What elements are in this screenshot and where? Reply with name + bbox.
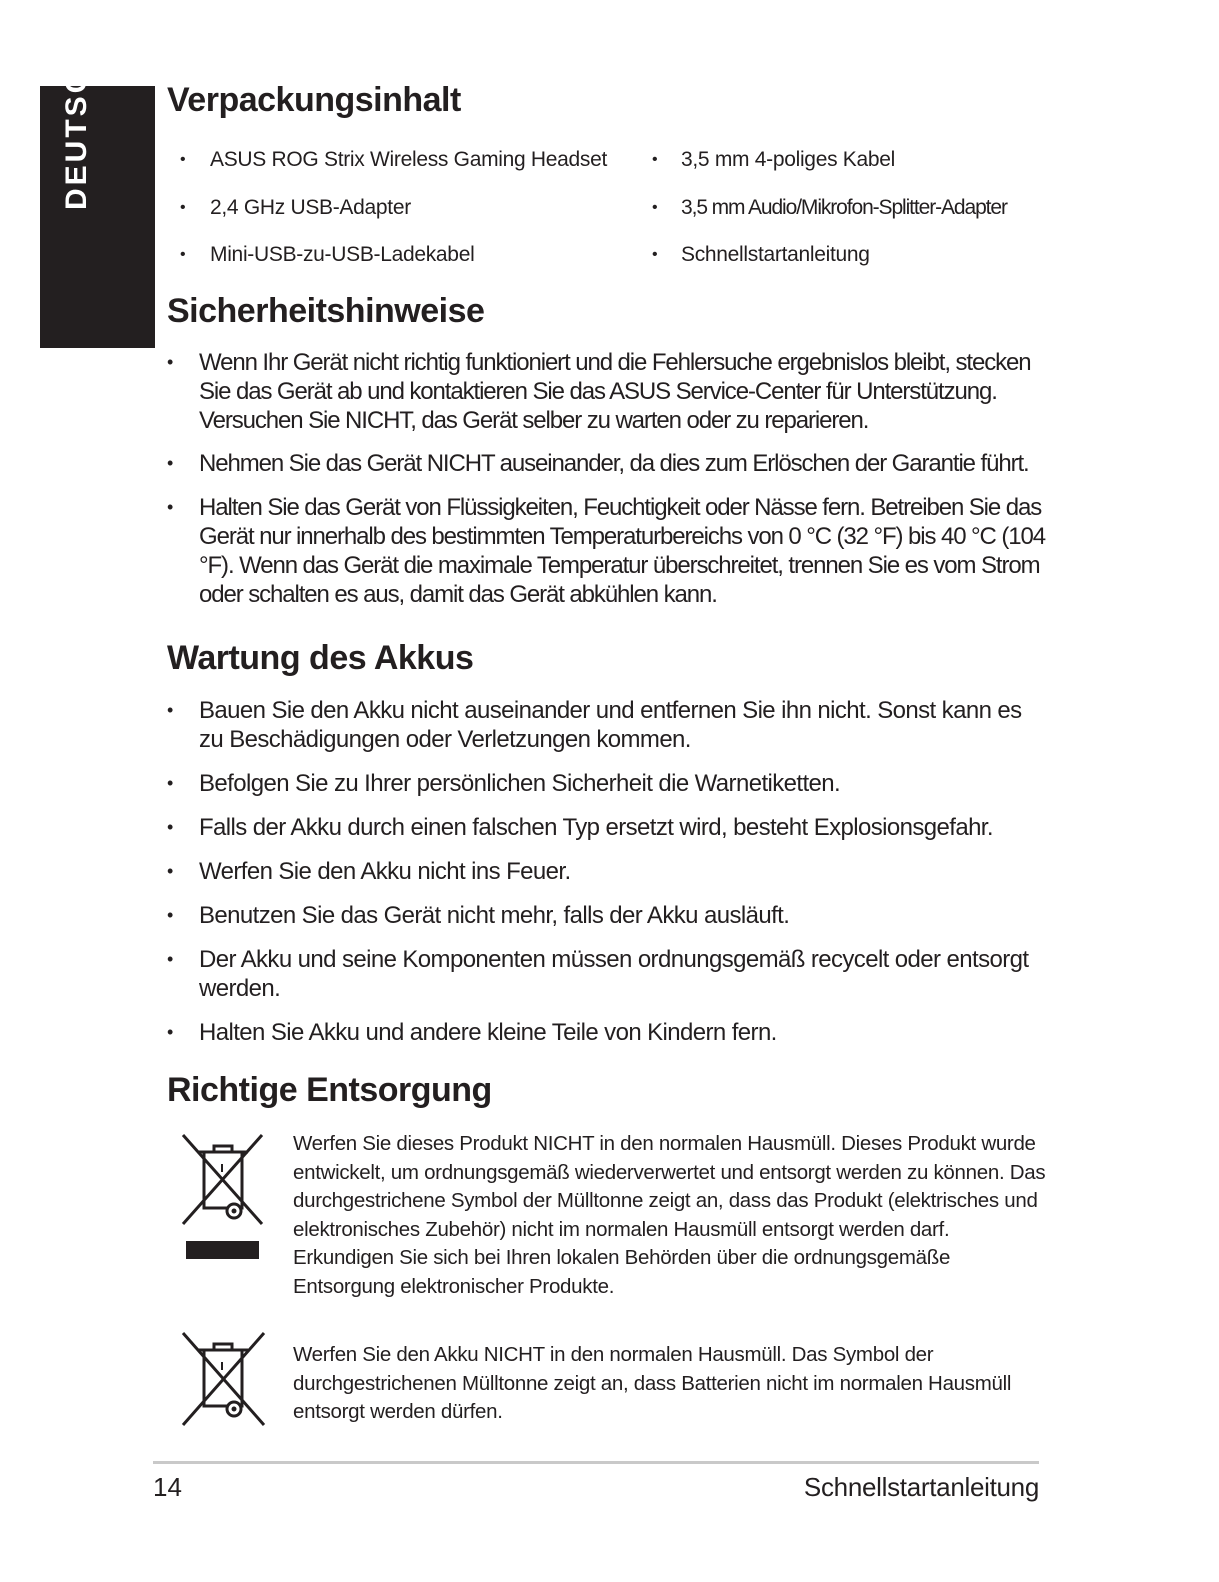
- contents-heading: Verpackungsinhalt: [167, 81, 461, 119]
- list-item: • Falls der Akku durch einen falschen Typ ersetzt wird, besteht Explosionsgefahr.: [167, 814, 993, 841]
- list-item: • Halten Sie das Gerät von Flüssigkeiten, Feuchtigkeit oder Nässe fern. Betreiben Sie das Gerät nur innerhalb des bestimmten Temperaturbereichs von 0 °C (32 °F) bis 40 °C (104 °F). Wenn das Gerät die maximale Temperatur überschreitet, trennen Sie es vom Strom oder schalten es aus, damit das Gerät abkühlen kann.: [167, 494, 1045, 608]
- crossed-bin-battery-icon: [180, 1330, 266, 1428]
- footer-divider: [153, 1461, 1039, 1464]
- list-item: • Bauen Sie den Akku nicht auseinander und entfernen Sie ihn nicht. Sonst kann es zu Beschädigungen oder Verletzungen kommen.: [167, 697, 1022, 753]
- contents-item: Schnellstartanleitung: [681, 243, 870, 266]
- list-item: • Nehmen Sie das Gerät NICHT auseinander, da dies zum Erlöschen der Garantie führt.: [167, 450, 1029, 477]
- battery-list: [167, 696, 1047, 1047]
- contents-item: 2,4 GHz USB-Adapter: [210, 196, 411, 219]
- list-item: • Benutzen Sie das Gerät nicht mehr, falls der Akku ausläuft.: [167, 902, 790, 929]
- list-item: • Befolgen Sie zu Ihrer persönlichen Sicherheit die Warnetiketten.: [167, 770, 841, 797]
- list-item: • Werfen Sie den Akku nicht ins Feuer.: [167, 858, 571, 885]
- contents-item: 3,5 mm Audio/Mikrofon-Splitter-Adapter: [681, 196, 1007, 219]
- battery-heading: Wartung des Akkus: [167, 639, 474, 677]
- language-tab-label: DEUTSCH: [60, 44, 93, 211]
- safety-list: [167, 348, 1047, 609]
- contents-item: ASUS ROG Strix Wireless Gaming Headset: [210, 148, 608, 171]
- crossed-bin-weee-icon: [180, 1132, 266, 1262]
- list-item: • Wenn Ihr Gerät nicht richtig funktioniert und die Fehlersuche ergebnislos bleibt, stecken Sie das Gerät ab und kontaktieren Sie das ASUS Service-Center für Unterstützung. Versuchen Sie NICHT, das Gerät selber zu warten oder zu reparieren.: [167, 349, 1031, 434]
- page-number: 14: [153, 1472, 182, 1502]
- disposal-heading: Richtige Entsorgung: [167, 1071, 492, 1109]
- battery-disposal-text: Werfen Sie den Akku NICHT in den normalen Hausmüll. Das Symbol der durchgestrichenen Mülltonne zeigt an, dass Batterien nicht im normalen Hausmüll entsorgt werden dürfen.: [293, 1343, 1012, 1423]
- footer-guide-title: Schnellstartanleitung: [803, 1472, 1039, 1502]
- safety-heading: Sicherheitshinweise: [167, 292, 485, 330]
- contents-item: 3,5 mm 4-poliges Kabel: [681, 148, 896, 171]
- list-item: • Halten Sie Akku und andere kleine Teile von Kindern fern.: [167, 1019, 777, 1046]
- contents-item: Mini-USB-zu-USB-Ladekabel: [210, 243, 475, 266]
- product-disposal-text: Werfen Sie dieses Produkt NICHT in den normalen Hausmüll. Dieses Produkt wurde entwickelt, um ordnungsgemäß wiederverwertet und entsorgt werden zu können. Das durchgestrichene Symbol der Mülltonne zeigt an, dass das Produkt (elektrisches und elektronisches Zubehör) nicht im normalen Hausmüll entsorgt werden darf. Erkundigen Sie sich bei Ihren lokalen Behörden über die ordnungsgemäße Entsorgung elektronischer Produkte.: [293, 1132, 1046, 1298]
- list-item: • Der Akku und seine Komponenten müssen ordnungsgemäß recycelt oder entsorgt werden.: [167, 946, 1029, 1002]
